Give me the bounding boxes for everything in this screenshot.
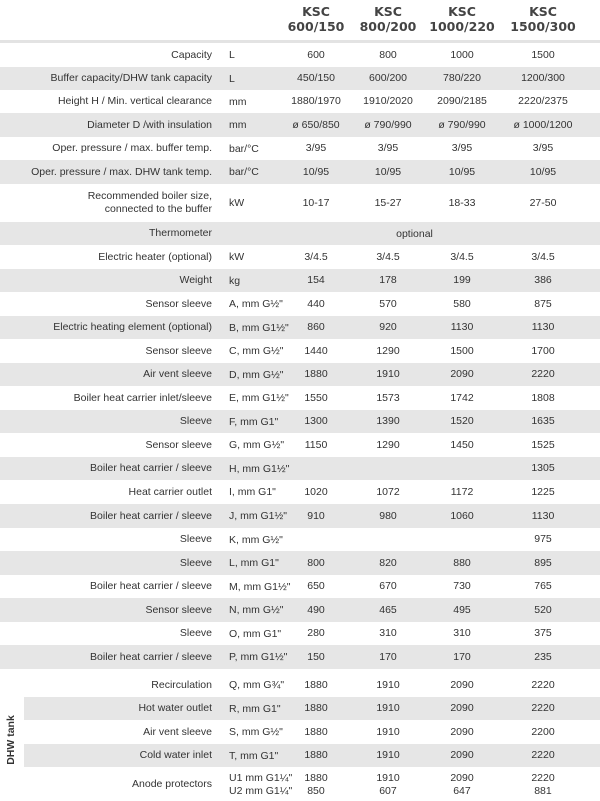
- row-unit: L, mm G1": [229, 557, 279, 569]
- row-parameter: Capacity: [171, 48, 212, 61]
- row-value: 920: [379, 321, 397, 333]
- table-row: [0, 339, 600, 363]
- row-value: 975: [534, 533, 552, 545]
- table-row: [0, 113, 600, 137]
- row-value: 465: [379, 603, 397, 616]
- row-value: 2220: [531, 368, 555, 380]
- row-value: 310: [379, 627, 397, 639]
- table-row: [0, 528, 600, 551]
- row-value: 2220: [531, 678, 555, 691]
- table-row: [24, 744, 600, 767]
- table-row: [24, 720, 600, 744]
- row-value: 780/220: [443, 72, 481, 84]
- row-value: 10/95: [529, 165, 557, 178]
- row-value: 2090: [450, 368, 474, 380]
- row-unit: F, mm G1": [229, 415, 279, 428]
- row-value: 1060: [450, 509, 474, 522]
- row-value: 1808: [531, 391, 555, 404]
- row-value: 1880: [304, 702, 328, 714]
- table-header: [0, 0, 600, 40]
- row-value: 1000: [450, 48, 474, 61]
- row-unit: A, mm G½": [229, 298, 283, 310]
- row-value: 1700: [531, 344, 555, 357]
- row-value: 1910: [376, 702, 400, 714]
- row-value: 3/4.5: [376, 250, 400, 263]
- row-value: 1910: [376, 725, 400, 738]
- row-value: 800: [307, 556, 325, 569]
- row-parameter: Air vent sleeve: [143, 368, 212, 380]
- table-row: [0, 598, 600, 622]
- row-value: 1910: [376, 678, 400, 691]
- table-row: [0, 551, 600, 575]
- model-header: KSC 1000/220: [429, 4, 495, 34]
- table-row: [0, 67, 600, 90]
- row-unit: C, mm G½": [229, 345, 284, 357]
- row-value: 235: [534, 650, 552, 663]
- table-row: [0, 90, 600, 113]
- row-value: 10-17: [302, 196, 330, 209]
- row-value: 1130: [450, 321, 474, 333]
- row-value: [422, 457, 502, 480]
- table-row: [0, 160, 600, 184]
- row-unit: I, mm G1": [229, 486, 276, 498]
- row-value: 310: [453, 627, 471, 639]
- row-unit: U1 mm G1¼" U2 mm G1¼": [229, 771, 293, 797]
- row-value: 1880: [304, 368, 328, 380]
- row-unit: mm: [229, 119, 247, 131]
- dhw-tank-label: DHW tank: [0, 679, 22, 801]
- row-parameter: Oper. pressure / max. buffer temp.: [52, 142, 212, 154]
- row-value: 520: [534, 603, 552, 616]
- row-unit: S, mm G½": [229, 726, 283, 738]
- row-value: 2090/2185: [437, 95, 487, 107]
- row-value: 1880 850: [304, 771, 328, 797]
- row-value: [422, 528, 502, 551]
- row-value: 1573: [376, 391, 400, 404]
- row-value: 2090: [450, 749, 474, 761]
- row-parameter: Boiler heat carrier / sleeve: [90, 509, 212, 522]
- row-value: ø 650/850: [292, 118, 340, 131]
- row-unit: N, mm G½": [229, 604, 284, 616]
- row-value: 495: [453, 603, 471, 616]
- table-row: [0, 316, 600, 339]
- row-parameter: Sensor sleeve: [145, 297, 212, 310]
- row-parameter: Oper. pressure / max. DHW tank temp.: [31, 165, 212, 178]
- row-value: 3/95: [532, 142, 554, 154]
- table-row: [0, 645, 600, 669]
- row-value: [348, 457, 428, 480]
- row-value: 650: [307, 580, 325, 592]
- row-unit: kg: [229, 274, 241, 287]
- row-unit: O, mm G1": [229, 627, 282, 640]
- row-value: 10/95: [448, 165, 476, 178]
- row-value: 1440: [304, 344, 328, 357]
- row-value: 1910: [376, 368, 400, 380]
- row-value: 27-50: [529, 196, 557, 209]
- row-parameter: Thermometer: [148, 227, 212, 239]
- row-value: ø 790/990: [438, 118, 486, 131]
- row-parameter: Sleeve: [179, 627, 212, 639]
- table-row: [0, 222, 600, 245]
- row-parameter: Sleeve: [179, 556, 212, 569]
- row-unit: D, mm G½": [229, 368, 284, 381]
- row-value: 3/4.5: [531, 250, 555, 263]
- row-parameter: Boiler heat carrier / sleeve: [90, 580, 212, 592]
- row-value: 154: [307, 274, 325, 286]
- table-row: [0, 457, 600, 480]
- row-unit: H, mm G1½": [229, 462, 290, 475]
- row-value: [348, 528, 428, 551]
- table-row: [0, 137, 600, 160]
- row-parameter: Height H / Min. vertical clearance: [57, 95, 212, 107]
- row-parameter: Heat carrier outlet: [128, 485, 212, 498]
- row-value: 1225: [531, 485, 555, 498]
- row-value: 3/95: [377, 142, 399, 154]
- row-value: 895: [534, 556, 552, 569]
- row-value: 1635: [531, 415, 555, 427]
- table-row: [0, 410, 600, 433]
- row-value: 490: [307, 603, 325, 616]
- row-value: 765: [534, 580, 552, 592]
- row-value: 1910 607: [376, 771, 400, 797]
- row-value: 600/200: [369, 72, 407, 84]
- model-header: KSC 1500/300: [510, 4, 576, 34]
- row-value: 980: [379, 509, 397, 522]
- row-unit: K, mm G½": [229, 533, 283, 546]
- row-value: 1742: [450, 391, 474, 404]
- table-row: [24, 697, 600, 720]
- row-parameter: Air vent sleeve: [143, 725, 212, 738]
- table-row: [0, 504, 600, 528]
- row-parameter: Recirculation: [151, 678, 212, 691]
- row-value: 1200/300: [521, 72, 565, 84]
- row-parameter: Diameter D /with insulation: [87, 118, 212, 131]
- row-value: 386: [534, 274, 552, 286]
- row-value: 1880: [304, 749, 328, 761]
- row-value: 1130: [531, 321, 555, 333]
- row-value: 1500: [450, 344, 474, 357]
- row-value: 2220/2375: [518, 95, 568, 107]
- row-value: 2090: [450, 702, 474, 714]
- table-row: [0, 269, 600, 292]
- row-value: 450/150: [297, 72, 335, 84]
- table-row: [24, 768, 600, 801]
- row-value: 600: [307, 48, 325, 61]
- row-value: 1550: [304, 391, 328, 404]
- row-unit: bar/°C: [229, 166, 259, 178]
- row-parameter: Sensor sleeve: [145, 344, 212, 357]
- row-value: 1880/1970: [291, 95, 341, 107]
- table-row: [0, 480, 600, 504]
- row-value: 1910: [376, 749, 400, 761]
- row-value: 3/4.5: [304, 250, 328, 263]
- row-value: ø 1000/1200: [513, 118, 573, 131]
- model-header: KSC 600/150: [287, 4, 345, 34]
- row-parameter: Sensor sleeve: [145, 438, 212, 451]
- row-value: 800: [379, 48, 397, 61]
- row-parameter: Buffer capacity/DHW tank capacity: [50, 72, 212, 84]
- row-value: 1020: [304, 485, 328, 498]
- row-parameter: Electric heating element (optional): [53, 321, 212, 333]
- table-row: [0, 575, 600, 598]
- row-value: 2090: [450, 725, 474, 738]
- row-value: 670: [379, 580, 397, 592]
- row-value: 10/95: [302, 165, 330, 178]
- row-value: 3/95: [451, 142, 473, 154]
- row-value: 860: [307, 321, 325, 333]
- row-value: [276, 457, 356, 480]
- row-value: 1390: [376, 415, 400, 427]
- row-value: 1525: [531, 438, 555, 451]
- row-parameter: Sensor sleeve: [145, 603, 212, 616]
- row-value: 1290: [376, 344, 400, 357]
- row-unit: mm: [229, 95, 247, 108]
- table-row: [0, 363, 600, 386]
- table-row: [0, 386, 600, 410]
- row-value: 1130: [531, 509, 555, 522]
- row-value: 2200: [531, 725, 555, 738]
- table-row: [24, 673, 600, 697]
- row-parameter: Weight: [179, 274, 212, 286]
- row-unit: L: [229, 49, 235, 61]
- row-value: 1072: [376, 485, 400, 498]
- row-unit: kW: [229, 251, 245, 263]
- row-parameter: Cold water inlet: [139, 749, 212, 761]
- row-unit: M, mm G1½": [229, 580, 291, 593]
- row-unit: L: [229, 72, 235, 85]
- row-unit: G, mm G½": [229, 439, 285, 451]
- row-value: 1500: [531, 48, 555, 61]
- row-value: ø 790/990: [364, 118, 412, 131]
- row-value: 2090 647: [450, 771, 474, 797]
- table-row: [0, 43, 600, 67]
- row-parameter: Boiler heat carrier / sleeve: [90, 650, 212, 663]
- row-value: 15-27: [374, 196, 402, 209]
- table-row: [0, 245, 600, 269]
- row-parameter: Hot water outlet: [138, 702, 212, 714]
- row-parameter: Electric heater (optional): [98, 250, 212, 263]
- row-value: 580: [453, 297, 471, 310]
- row-value: 1520: [450, 415, 474, 427]
- row-value: 440: [307, 297, 325, 310]
- table-row: [0, 622, 600, 645]
- row-parameter: Anode protectors: [132, 778, 212, 790]
- row-parameter: Boiler heat carrier / sleeve: [90, 462, 212, 474]
- row-value: 880: [453, 556, 471, 569]
- row-value: 178: [379, 274, 397, 286]
- row-parameter: Sleeve: [179, 533, 212, 545]
- row-unit: R, mm G1": [229, 702, 281, 715]
- row-value: 150: [307, 650, 325, 663]
- row-unit: B, mm G1½": [229, 321, 289, 334]
- row-value: 875: [534, 297, 552, 310]
- row-value: 1450: [450, 438, 474, 451]
- row-parameter: Boiler heat carrier inlet/sleeve: [73, 391, 212, 404]
- row-value: 18-33: [448, 196, 476, 209]
- row-value: 1172: [450, 485, 474, 498]
- row-value: 1300: [304, 415, 328, 427]
- row-value: 1290: [376, 438, 400, 451]
- row-value: 1880: [304, 678, 328, 691]
- row-value: optional: [396, 227, 433, 240]
- row-value: 375: [534, 627, 552, 639]
- model-header: KSC 800/200: [359, 4, 417, 34]
- table-row: [0, 184, 600, 222]
- row-parameter: Sleeve: [179, 415, 212, 427]
- row-value: 820: [379, 556, 397, 569]
- row-value: 170: [379, 650, 397, 663]
- row-value: 280: [307, 627, 325, 639]
- row-unit: kW: [229, 197, 245, 209]
- row-value: 2220: [531, 749, 555, 761]
- row-value: 2090: [450, 678, 474, 691]
- row-value: 1910/2020: [363, 95, 413, 107]
- row-value: 2220: [531, 702, 555, 714]
- row-unit: Q, mm G¾": [229, 679, 285, 691]
- row-value: 10/95: [374, 165, 402, 178]
- row-value: 910: [307, 509, 325, 522]
- row-value: 1880: [304, 725, 328, 738]
- table-row: [0, 433, 600, 457]
- row-value: 570: [379, 297, 397, 310]
- row-value: 730: [453, 580, 471, 592]
- row-value: 1305: [531, 462, 555, 474]
- row-value: 2220 881: [531, 771, 555, 797]
- row-value: 1150: [304, 438, 328, 451]
- table-row: [0, 292, 600, 316]
- row-unit: bar/°C: [229, 142, 259, 155]
- row-value: 3/95: [305, 142, 327, 154]
- row-value: 170: [453, 650, 471, 663]
- row-unit: E, mm G1½": [229, 392, 289, 404]
- row-value: 199: [453, 274, 471, 286]
- row-unit: P, mm G1½": [229, 651, 288, 663]
- row-unit: J, mm G1½": [229, 510, 287, 522]
- row-unit: T, mm G1": [229, 749, 279, 762]
- row-value: 3/4.5: [450, 250, 474, 263]
- row-value: [276, 528, 356, 551]
- row-parameter: Recommended boiler size, connected to the buffer: [87, 190, 212, 215]
